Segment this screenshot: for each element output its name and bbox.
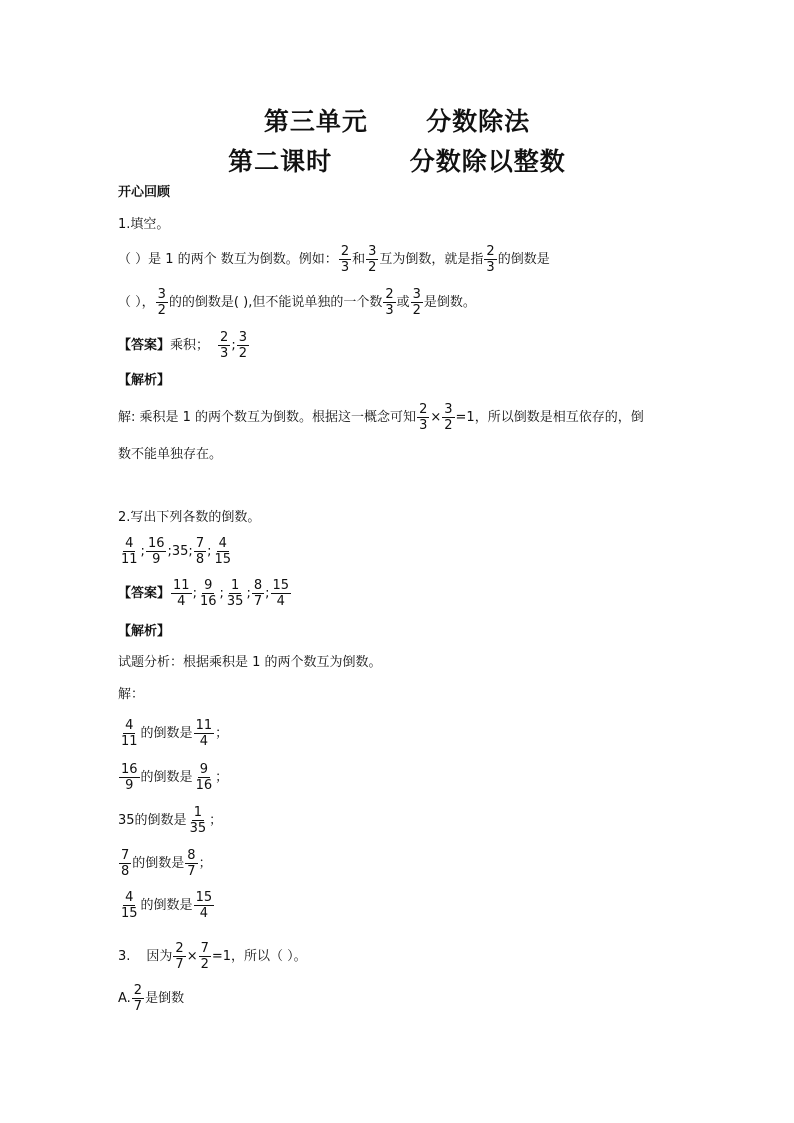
q3-text: 因为 [146,949,173,964]
q1-text: 是倒数。 [423,295,476,310]
q1-analysis-label: 【解析】 [118,373,171,388]
lesson-title: 第二课时 分数除以整数 [228,147,566,176]
q1-line2 [118,287,476,318]
q3-text: =1，所以（ ）。 [211,949,307,964]
times-sign: × [430,410,442,425]
whole-number: 35 [171,544,189,559]
fraction: $\frac{4}{11}$ [121,536,138,567]
unit-title: 第三单元 分数除法 [263,107,531,136]
q3-line [118,941,307,972]
fraction: $\frac{2}{3}$ [385,287,394,318]
q1-analysis-line2: 数不能单独存在。 [118,447,223,462]
separator: ; [188,544,193,559]
separator: ; [167,544,172,559]
fraction: $\frac{1}{35}$ [226,578,244,609]
answer-label: 【答案】 [118,586,171,601]
fraction: $\frac{2}{7}$ [133,983,143,1014]
fraction: $\frac{4}{11}$ [121,718,138,749]
fraction: $\frac{3}{2}$ [157,287,166,318]
q1-text: 是 1 的两个 数互为倒数。例如： [148,252,338,267]
q2-solution-row [118,805,222,836]
answer-label: 【答案】 [118,338,171,353]
q1-text: 互为倒数，就是指 [379,252,484,267]
fraction: $\frac{3}{2}$ [368,244,377,275]
fraction: $\frac{1}{35}$ [189,805,207,836]
option-label: A. [118,991,131,1006]
q1-text: 或 [396,295,410,310]
q1-text: 和 [352,252,366,267]
q1-heading: 1.填空。 [118,217,170,232]
separator: ; [246,586,251,601]
fraction: $\frac{3}{2}$ [412,287,421,318]
fraction: $\frac{3}{2}$ [238,330,247,361]
fraction: $\frac{15}{4}$ [272,578,290,609]
q2-solution-row [118,718,228,749]
q1-blank-2: （ ）， [118,295,155,310]
q1-text: 的的倒数是( ),但不能说单独的一个数 [168,295,383,310]
separator: ; [192,586,197,601]
q2-solution-row [118,848,212,879]
fraction: $\frac{7}{8}$ [195,536,205,567]
solution-text: 的倒数是 [132,856,185,871]
q1-line1 [118,244,550,275]
q2-solution-row [118,890,215,921]
solution-text: 的倒数是 [140,770,193,785]
fraction: $\frac{2}{3}$ [340,244,350,275]
q2-items [118,536,234,567]
fraction: $\frac{2}{3}$ [486,244,495,275]
solution-text: 的倒数是 [140,898,193,913]
q1-blank-1: （ ） [118,252,149,267]
q2-solution-row [118,762,228,793]
fraction: $\frac{7}{2}$ [200,941,209,972]
q2-solution-label: 解： [118,687,145,702]
separator: ； [209,813,223,828]
fraction: $\frac{9}{16}$ [199,578,217,609]
q2-answer [118,578,292,609]
fraction: $\frac{2}{7}$ [175,941,184,972]
separator: ； [215,726,229,741]
fraction: $\frac{4}{15}$ [214,536,232,567]
fraction: $\frac{9}{16}$ [195,762,213,793]
separator: ； [215,770,229,785]
times-sign: × [186,949,198,964]
analysis-text: 解: 乘积是 1 的两个数互为倒数。根据这一概念可知 [118,410,417,425]
separator: ; [231,338,236,353]
q3-option-a[interactable] [118,983,184,1014]
fraction: $\frac{11}{4}$ [173,578,190,609]
separator: ; [140,544,145,559]
fraction: $\frac{16}{9}$ [147,536,165,567]
separator: ; [265,586,270,601]
fraction: $\frac{15}{4}$ [195,890,213,921]
solution-text: 的倒数是 [134,813,187,828]
fraction: $\frac{8}{7}$ [253,578,263,609]
fraction: $\frac{4}{15}$ [121,890,138,921]
q2-analysis-label: 【解析】 [118,624,171,639]
option-text: 是倒数 [145,991,185,1006]
fraction: $\frac{7}{8}$ [121,848,130,879]
q1-answer [118,330,250,361]
q1-text: 的倒数是 [497,252,550,267]
q1-analysis-line1 [118,402,644,433]
fraction: $\frac{8}{7}$ [187,848,196,879]
solution-text: 的倒数是 [140,726,193,741]
q2-analysis-text: 试题分析：根据乘积是 1 的两个数互为倒数。 [118,655,382,670]
separator: ； [198,856,212,871]
separator: ; [207,544,212,559]
answer-text: 乘积； [170,338,210,353]
section-review-heading: 开心回顾 [118,185,171,200]
fraction: $\frac{16}{9}$ [121,762,138,793]
fraction: $\frac{3}{2}$ [444,402,453,433]
q2-heading: 2.写出下列各数的倒数。 [118,510,261,525]
q3-number: 3. [118,949,131,964]
fraction: $\frac{2}{3}$ [419,402,428,433]
separator: ; [219,586,224,601]
analysis-text: =1，所以倒数是相互依存的，倒 [455,410,644,425]
fraction: $\frac{11}{4}$ [195,718,213,749]
fraction: $\frac{2}{3}$ [220,330,229,361]
whole-number: 35 [118,813,135,828]
